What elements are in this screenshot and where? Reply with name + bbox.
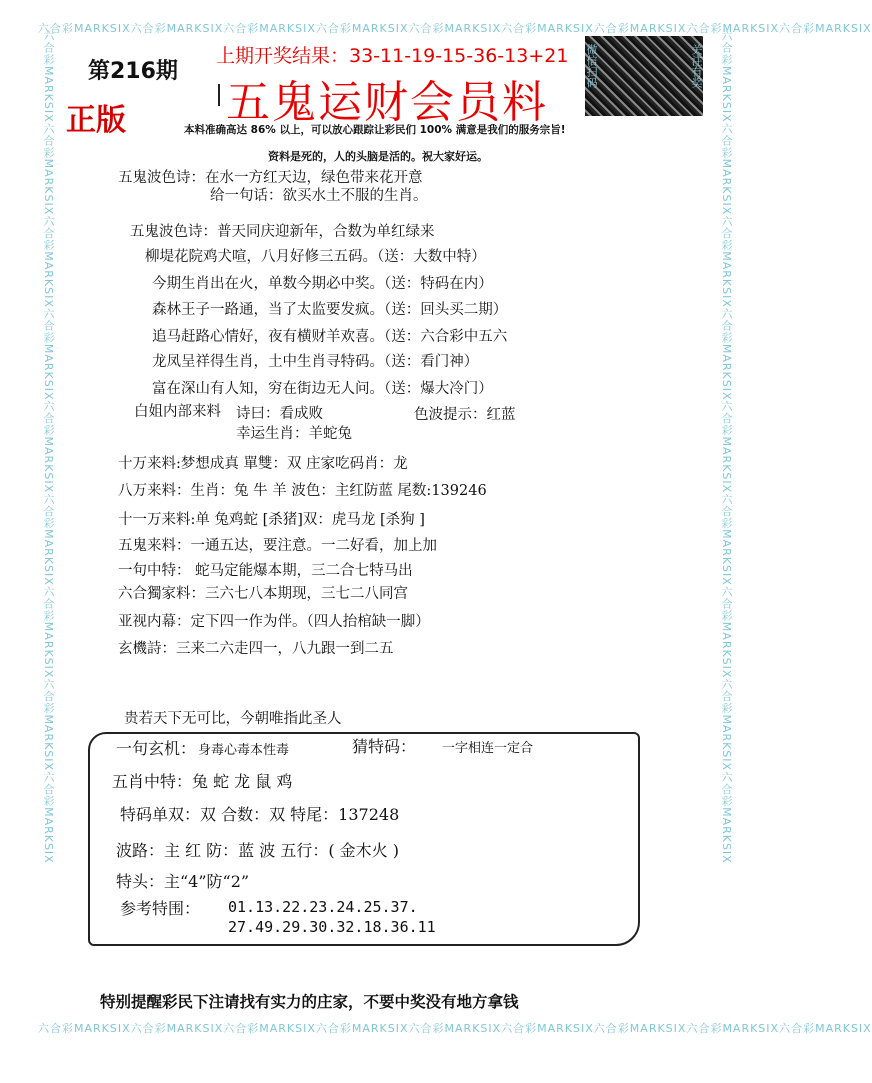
ref-label: 参考特围： xyxy=(120,899,201,918)
odd-even: 特码单双：双 合数：双 特尾：137248 xyxy=(120,805,400,824)
qr-right-label: 关注有奖 xyxy=(690,44,703,88)
riddle-text: 身毒心毒本性毒 xyxy=(198,743,290,758)
issue-number: 第216期 xyxy=(88,59,178,84)
genuine-label: 正版 xyxy=(66,103,126,138)
source-line: 一句中特： 蛇马定能爆本期，三二合七特马出 xyxy=(118,563,413,579)
source-line: 十万来料:梦想成真 單雙：双 庄家吃码肖：龙 xyxy=(118,456,408,472)
poem2-line: 森林王子一路通，当了太监要发疯。（送：回头买二期） xyxy=(152,302,508,318)
color-hint: 色波提示：红蓝 xyxy=(414,407,516,423)
source-line: 六合獨家料：三六七八本期现，三七二八同宫 xyxy=(118,586,408,602)
lucky-zodiac: 幸运生肖：羊蛇兔 xyxy=(236,426,352,442)
watermark-left: 六合彩MARKSIX六合彩MARKSIX六合彩MARKSIX六合彩MARKSIX六合彩MARKSIX六合彩MARKSIX六合彩MARKSIX六合彩MARKSIX六合彩MARKSIX xyxy=(42,30,55,864)
poem2-head: 五鬼波色诗：普天同庆迎新年，合数为单红绿来 xyxy=(130,224,435,240)
poem1-line1: 五鬼波色诗：在水一方红天边，绿色带来花开意 xyxy=(118,170,423,186)
ref-numbers-1: 01.13.22.23.24.25.37. xyxy=(228,898,418,916)
watermark-bottom: 六合彩MARKSIX六合彩MARKSIX六合彩MARKSIX六合彩MARKSIX六合彩MARKSIX六合彩MARKSIX六合彩MARKSIX六合彩MARKSIX六合彩MARKSIX xyxy=(38,1022,872,1035)
qr-left-label: 微信扫码 xyxy=(585,44,598,88)
poem2-line: 龙凤呈祥得生肖，土中生肖寻特码。（送：看门神） xyxy=(152,354,479,370)
footer-reminder: 特别提醒彩民下注请找有实力的庄家，不要中奖没有地方拿钱 xyxy=(100,992,519,1011)
special-head: 特头：主“4”防“2” xyxy=(116,872,250,891)
source-line: 八万来料：生肖：兔 牛 羊 波色：主红防蓝 尾数:139246 xyxy=(118,483,487,499)
poem2-line: 富在深山有人知，穷在街边无人问。（送：爆大冷门） xyxy=(152,381,493,397)
source-line: 亚视内幕：定下四一作为伴。（四人抬棺缺一脚） xyxy=(118,614,430,630)
ref-numbers-2: 27.49.29.30.32.18.36.11 xyxy=(228,918,436,936)
poem2-line: 今期生肖出在火，单数今期必中奖。（送：特码在内） xyxy=(152,276,493,292)
qr-code-image xyxy=(585,36,703,116)
source-line: 十一万来料:单 兔鸡蛇 [杀猪]双：虎马龙 [杀狗 ] xyxy=(118,512,425,528)
accuracy-claim: 本料准确高达 86% 以上，可以放心跟踪让彩民们 100% 满意是我们的服务宗旨! xyxy=(184,124,566,136)
poem1-line2: 给一句话：欲买水土不服的生肖。 xyxy=(210,188,428,204)
baiju-label: 白姐内部来料 xyxy=(134,404,221,420)
page-title: 五鬼运财会员料 xyxy=(226,77,548,128)
guess-text: 一字相连一定合 xyxy=(442,741,534,756)
watermark-right: 六合彩MARKSIX六合彩MARKSIX六合彩MARKSIX六合彩MARKSIX六合彩MARKSIX六合彩MARKSIX六合彩MARKSIX六合彩MARKSIX六合彩MARKSIX xyxy=(720,30,733,864)
motto: 贵若天下无可比，今朝唯指此圣人 xyxy=(124,711,342,727)
baiju-poem: 诗曰：看成败 xyxy=(236,406,323,422)
source-line: 五鬼来料：一通五达，要注意。一二好看，加上加 xyxy=(118,538,437,554)
title-divider xyxy=(218,84,220,106)
good-luck-note: 资料是死的，人的头脑是活的。祝大家好运。 xyxy=(268,150,488,163)
five-zodiac: 五肖中特：兔 蛇 龙 鼠 鸡 xyxy=(112,772,293,791)
guess-label: 猜特码： xyxy=(352,737,417,756)
poem2-line: 追马赶路心情好，夜有横财羊欢喜。（送：六合彩中五六 xyxy=(152,329,508,345)
last-result: 上期开奖结果：33-11-19-15-36-13+21 xyxy=(216,45,569,67)
watermark-top: 六合彩MARKSIX六合彩MARKSIX六合彩MARKSIX六合彩MARKSIX六合彩MARKSIX六合彩MARKSIX六合彩MARKSIX六合彩MARKSIX六合彩MARKSIX xyxy=(38,22,872,35)
wave-path: 波路：主 红 防：蓝 波 五行：( 金木火 ) xyxy=(116,841,400,860)
riddle-label: 一句玄机： xyxy=(116,739,197,758)
poem2-line: 柳堤花院鸡犬喧，八月好修三五码。（送：大数中特） xyxy=(145,249,486,265)
source-line: 玄機詩：三来二六走四一，八九跟一到二五 xyxy=(118,641,394,657)
